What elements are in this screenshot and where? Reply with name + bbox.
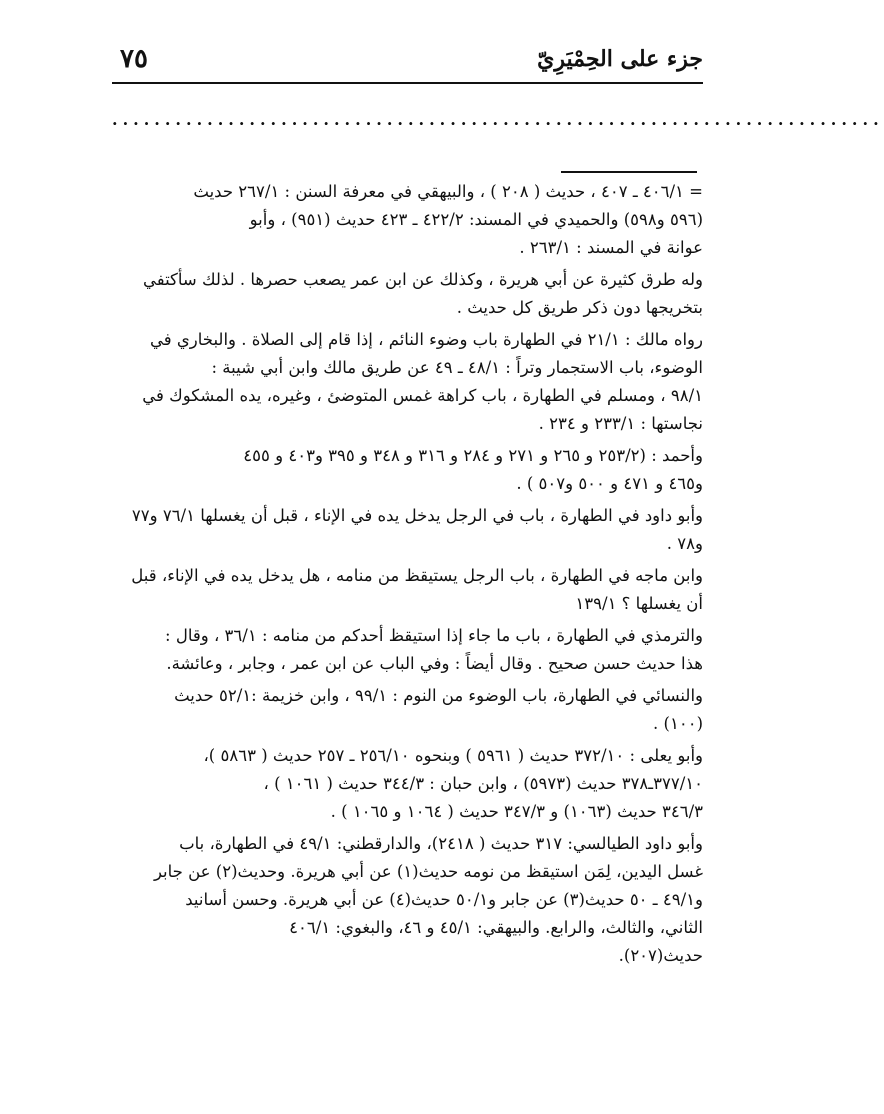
footnote-line: وأبو يعلى : ٣٧٢/١٠ حديث ( ٥٩٦١ ) وبنحوه ٢٥٦/١٠ ـ ٢٥٧ حديث ( ٥٨٦٣ )، (203, 746, 703, 765)
footnote-line: ٣٤٦/٣ حديث (١٠٦٣) و ٣٤٧/٣ حديث ( ١٠٦٤ و ١٠٦٥ ) . (330, 802, 703, 821)
footnote-line: وابن ماجه في الطهارة ، باب الرجل يستيقظ من منامه ، هل يدخل يده في الإناء، قبل (131, 566, 703, 585)
footnote-paragraph (104, 682, 703, 738)
footnote-line: وأحمد : (٢٥٣/٢ و ٢٦٥ و ٢٧١ و ٢٨٤ و ٣١٦ و ٣٤٨ و ٣٩٥ و٤٠٣ و ٤٥٥ (243, 446, 703, 465)
footnote-line: وأبو داود في الطهارة ، باب في الرجل يدخل يده في الإناء ، قبل أن يغسلها ٧٦/١ و٧٧ (131, 506, 703, 525)
footnote-line: = ٤٠٦/١ ـ ٤٠٧ ، حديث ( ٢٠٨ ) ، والبيهقي في معرفة السنن : ٢٦٧/١ حديث (193, 182, 703, 201)
footnote-line: الوضوء، باب الاستجمار وتراً : ٤٨/١ ـ ٤٩ عن طريق مالك وابن أبي شيبة : (211, 358, 703, 377)
footnote-line: و٤٩/١ ـ ٥٠ حديث(٣) عن جابر و٥٠/١ حديث(٤) عن أبي هريرة. وحسن أسانيد (185, 890, 703, 909)
footnote-paragraph (104, 502, 703, 558)
footnotes (104, 178, 703, 974)
page-header (110, 42, 703, 78)
footnote-line: والنسائي في الطهارة، باب الوضوء من النوم : ٩٩/١ ، وابن خزيمة :٥٢/١ حديث (174, 686, 703, 705)
running-title: جزء على الحِمْيَرِيّ (537, 46, 703, 72)
footnote-paragraph (104, 562, 703, 618)
footnote-line: هذا حديث حسن صحيح . وقال أيضاً : وفي الباب عن ابن عمر ، وجابر ، وعائشة. (166, 654, 703, 673)
footnote-paragraph (104, 178, 703, 262)
footnote-paragraph (104, 266, 703, 322)
footnote-line: عوانة في المسند : ٢٦٣/١ . (519, 238, 703, 257)
footnote-line: أن يغسلها ؟ ١٣٩/١ (575, 594, 703, 613)
footnote-line: نجاستها : ٢٣٣/١ و ٢٣٤ . (538, 414, 703, 433)
footnote-paragraph (104, 442, 703, 498)
footnote-line: (١٠٠) . (653, 714, 703, 733)
footnote-line: والترمذي في الطهارة ، باب ما جاء إذا استيقظ أحدكم من منامه : ٣٦/١ ، وقال : (165, 626, 703, 645)
footnote-paragraph (104, 622, 703, 678)
footnote-line: الثاني، والثالث، والرابع. والبيهقي: ٤٥/١ و ٤٦، والبغوي: ٤٠٦/١ (289, 918, 703, 937)
footnote-line: بتخريجها دون ذكر طريق كل حديث . (456, 298, 703, 317)
footnote-line: ٣٧٧/١٠ـ٣٧٨ حديث (٥٩٧٣) ، وابن حبان : ٣٤٤/٣ حديث ( ١٠٦١ ) ، (263, 774, 703, 793)
footnote-paragraph (104, 830, 703, 970)
footnote-line: غسل اليدين، لِمَن استيقظ من نومه حديث(١) عن أبي هريرة. وحديث(٢) عن جابر (153, 862, 703, 881)
footnote-line: (٥٩٦ و٥٩٨) والحميدي في المسند: ٤٢٢/٢ ـ ٤٢٣ حديث (٩٥١) ، وأبو (249, 210, 703, 229)
footnote-line: وأبو داود الطيالسي: ٣١٧ حديث ( ٢٤١٨)، والدارقطني: ٤٩/١ في الطهارة، باب (179, 834, 703, 853)
footnote-paragraph (104, 742, 703, 826)
footnote-line: و٤٦٥ و ٤٧١ و ٥٠٠ و٥٠٧ ) . (516, 474, 703, 493)
footnote-rule (561, 171, 697, 173)
footnote-line: حديث(٢٠٧). (618, 946, 703, 965)
footnote-line: و٧٨ . (666, 534, 703, 553)
footnote-line: رواه مالك : ٢١/١ في الطهارة باب وضوء النائم ، إذا قام إلى الصلاة . والبخاري في (150, 330, 703, 349)
footnote-paragraph (104, 326, 703, 438)
page-number: ٧٥ (120, 44, 148, 74)
footnote-line: ٩٨/١ ، ومسلم في الطهارة ، باب كراهة غمس المتوضئ ، وغيره، يده المشكوك في (142, 386, 703, 405)
dotted-separator: ......................................................................... (112, 110, 884, 129)
header-rule (112, 82, 703, 84)
footnote-line: وله طرق كثيرة عن أبي هريرة ، وكذلك عن ابن عمر يصعب حصرها . لذلك سأكتفي (142, 270, 703, 289)
